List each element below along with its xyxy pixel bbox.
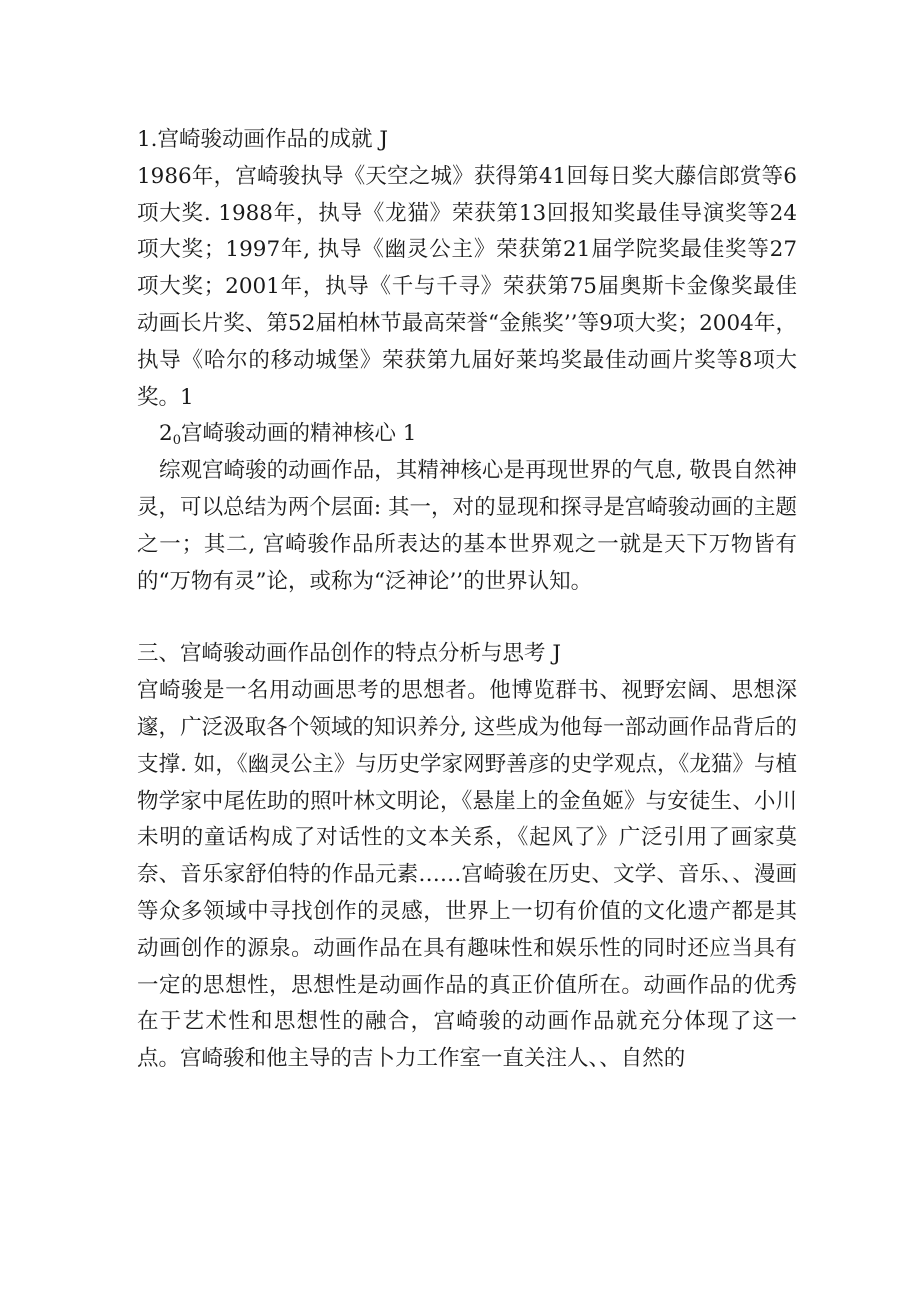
section-1-body: 1986年，宫崎骏执导《天空之城》获得第41回每日奖大藤信郎赏等6项大奖. 1988年，执导《龙猫》荣获第13回报知奖最佳导演奖等24项大奖；1997年, 执导《幽灵公主》荣获第21届学院奖最佳奖等27项大奖；2001年，执导《千与千寻》荣获第75届奥斯卡金像奖最佳动画长片奖、第52届柏林节最高荣誉“金熊奖’’等9项大奖；2004年，执导《哈尔的移动城堡》荣获第九届好莱坞奖最佳动画片奖等8项大奖。1	[137, 163, 797, 410]
section-1-heading: 1.宫崎骏动画作品的成就 J	[137, 127, 388, 152]
section-3-body: 宫崎骏是一名用动画思考的思想者。他博览群书、视野宏阔、思想深邃，广泛汲取各个领域的知识养分, 这些成为他每一部动画作品背后的支撑. 如，《幽灵公主》与历史学家网野善彦的史学观点，《龙猫》与植物学家中尾佐助的照叶林文明论，《悬崖上的金鱼姬》与安徒生、小川未明的童话构成了对话性的文本关系，《起风了》广泛引用了画家莫奈、音乐家舒伯特的作品元素……宫崎骏在历史、文学、音乐、、漫画等众多领域中寻找创作的灵感，世界上一切有价值的文化遗产都是其动画创作的源泉。动画作品在具有趣味性和娱乐性的同时还应当具有一定的思想性，思想性是动画作品的真正价值所在。动画作品的优秀在于艺术性和思想性的融合，宫崎骏的动画作品就充分体现了这一点。宫崎骏和他主导的吉卜力工作室一直关注人、、自然的	[137, 678, 797, 1072]
document-body	[137, 122, 797, 1078]
section-3-heading: 三、宫崎骏动画作品创作的特点分析与思考 J	[137, 641, 561, 667]
section-2-heading-subscript: 0	[172, 433, 181, 449]
section-2-heading-text: 宫崎骏动画的精神核心 1	[180, 421, 417, 447]
section-spacer	[137, 600, 797, 636]
section-2-heading	[137, 416, 797, 453]
section-2-body: 综观宫崎骏的动画作品，其精神核心是再现世界的气息, 敬畏自然神灵，可以总结为两个层面: 其一，对的显现和探寻是宫崎骏动画的主题之一；其二, 宫崎骏作品所表达的基本世界观之一就是天下万物皆有的“万物有灵”论，或称为“泛神论’’的世界认知。	[137, 458, 797, 594]
section-2-heading-number: 2	[159, 421, 173, 447]
